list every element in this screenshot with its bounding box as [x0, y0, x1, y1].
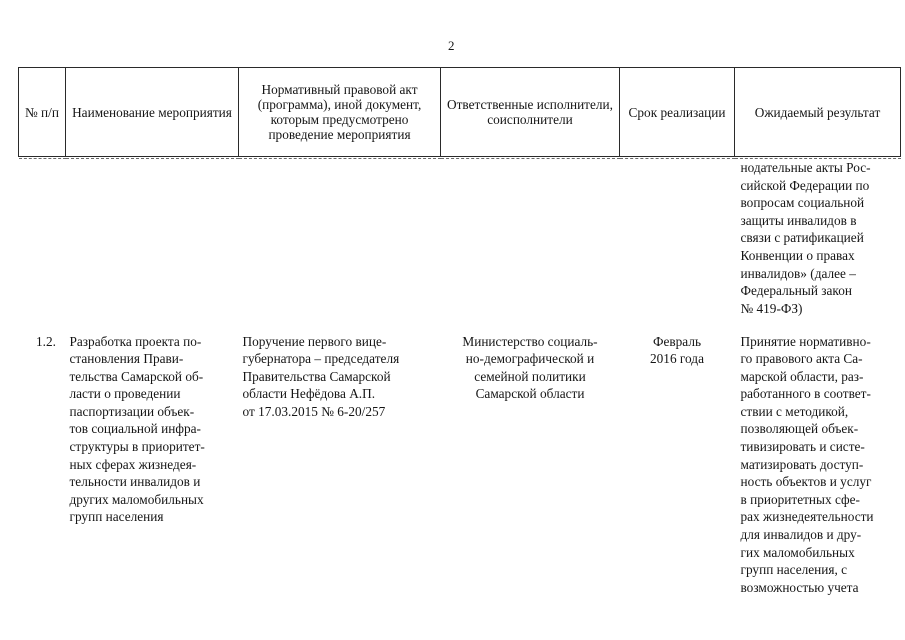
result-line: связи с ратификацией — [740, 230, 864, 246]
deadline-line: Февраль — [652, 333, 702, 349]
header-deadline: Срок реализации — [620, 68, 735, 157]
result-line: позволяющей объек- — [740, 421, 859, 437]
responsible-cell — [441, 333, 620, 597]
result-line: нодательные акты Рос- — [740, 160, 871, 175]
result-line: сийской Федерации по — [740, 177, 870, 193]
header-result: Ожидаемый результат — [735, 68, 901, 157]
result-line: тивизировать и систе- — [740, 439, 865, 455]
act-line: от 17.03.2015 № 6-20/257 — [242, 403, 386, 419]
legal-act-cell — [239, 333, 441, 597]
act-line: Правительства Самарской — [242, 368, 391, 384]
table-header-row — [19, 68, 901, 157]
deadline-line: 2016 года — [650, 351, 704, 367]
responsible-line: Самарской области — [475, 386, 585, 402]
measures-table — [18, 67, 901, 596]
header-act: Нормативный правовой акт (программа), иной документ, которым предусмотрено проведение мероприятия — [239, 68, 441, 157]
result-line: в приоритетных сфе- — [740, 491, 860, 507]
table-row-continuation — [19, 159, 901, 333]
table-row-1-2 — [19, 333, 901, 597]
expected-result-cell — [735, 333, 901, 597]
name-line: становления Прави- — [69, 351, 184, 367]
name-line: паспортизации объек- — [69, 403, 195, 419]
result-line: групп населения, с — [740, 562, 848, 578]
result-line: вопросам социальной — [740, 195, 865, 211]
result-line: рах жизнедеятельности — [740, 509, 874, 525]
name-line: ласти о проведении — [69, 386, 181, 402]
name-line: тов социальной инфра- — [69, 421, 201, 437]
name-line: Разработка проекта по- — [69, 333, 202, 349]
row-number: 1.2. — [36, 333, 56, 349]
result-line: го правового акта Са- — [740, 351, 863, 367]
result-line: № 419-ФЗ) — [740, 300, 803, 316]
act-line: губернатора – председателя — [242, 351, 400, 367]
act-line: области Нефёдова А.П. — [242, 386, 376, 402]
measure-name-cell — [66, 333, 239, 597]
result-line: работанного в соответ- — [740, 386, 871, 402]
name-line: тельности инвалидов и — [69, 474, 201, 490]
result-line: Федеральный закон — [740, 283, 852, 299]
name-line: групп населения — [69, 509, 164, 525]
continuation-result-cell — [735, 159, 901, 333]
responsible-line: Министерство социаль- — [462, 333, 598, 349]
result-line: ность объектов и услуг — [740, 474, 872, 490]
deadline-cell — [620, 333, 735, 597]
result-line: матизировать доступ- — [740, 456, 864, 472]
result-line: Принятие нормативно- — [740, 333, 871, 349]
name-line: структуры в приоритет- — [69, 439, 205, 455]
result-line: защиты инвалидов в — [740, 212, 857, 228]
responsible-line: семейной политики — [474, 368, 586, 384]
result-line: возможностью учета — [740, 579, 859, 595]
result-line: инвалидов» (далее – — [740, 265, 856, 281]
result-line: для инвалидов и дру- — [740, 527, 862, 543]
header-num: № п/п — [19, 68, 66, 157]
name-line: ных сферах жизнедея- — [69, 456, 197, 472]
result-line: марской области, раз- — [740, 368, 864, 384]
result-line: ствии с методикой, — [740, 403, 849, 419]
name-line: тельства Самарской об- — [69, 368, 204, 384]
header-responsible: Ответственные исполнители, соисполнители — [441, 68, 620, 157]
page-number: 2 — [448, 38, 455, 53]
header-name: Наименование мероприятия — [66, 68, 239, 157]
result-line: гих маломобильных — [740, 544, 855, 560]
act-line: Поручение первого вице- — [242, 333, 387, 349]
name-line: других маломобильных — [69, 491, 204, 507]
result-line: Конвенции о правах — [740, 247, 855, 263]
responsible-line: но-демографической и — [465, 351, 595, 367]
